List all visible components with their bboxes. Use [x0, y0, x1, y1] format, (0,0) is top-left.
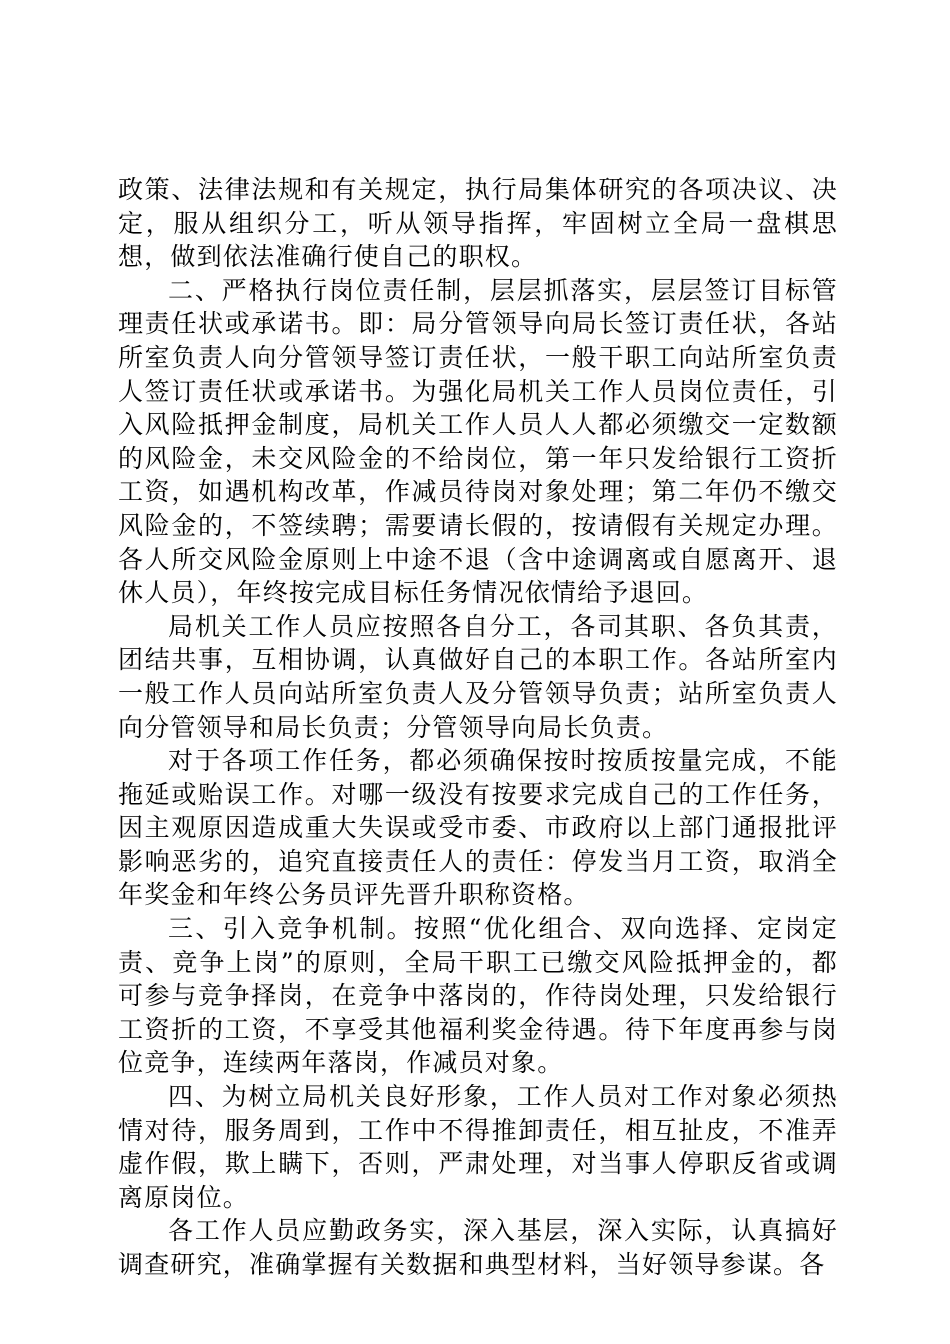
paragraph-7: 各工作人员应勤政务实，深入基层，深入实际，认真搞好调查研究，准确掌握有关数据和典型材料，当好领导参谋。各	[118, 1216, 838, 1279]
paragraph-2: 二、严格执行岗位责任制，层层抓落实，层层签订目标管理责任状或承诺书。即：局分管领导向局长签订责任状，各站所室负责人向分管领导签订责任状，一般干职工向站所室负责人签订责任状或承诺书。为强化局机关工作人员岗位责任，引入风险抵押金制度，局机关工作人员人人都必须缴交一定数额的风险金，未交风险金的不给岗位，第一年只发给银行工资折工资，如遇机构改革，作减员待岗对象处理；第二年仍不缴交风险金的，不签续聘；需要请长假的，按请假有关规定办理。各人所交风险金原则上中途不退（含中途调离或自愿离开、退休人员），年终按完成目标任务情况依情给予退回。	[118, 275, 838, 608]
document-body	[118, 173, 838, 1282]
paragraph-5: 三、引入竞争机制。按照“优化组合、双向选择、定岗定责、竞争上岗”的原则，全局干职工已缴交风险抵押金的，都可参与竞争择岗，在竞争中落岗的，作待岗处理，只发给银行工资折的工资，不享受其他福利奖金待遇。待下年度再参与岗位竞争，连续两年落岗，作减员对象。	[118, 914, 838, 1078]
paragraph-3: 局机关工作人员应按照各自分工，各司其职、各负其责，团结共事，互相协调，认真做好自己的本职工作。各站所室内一般工作人员向站所室负责人及分管领导负责；站所室负责人向分管领导和局长负责；分管领导向局长负责。	[118, 611, 838, 742]
paragraph-1: 政策、法律法规和有关规定，执行局集体研究的各项决议、决定，服从组织分工，听从领导指挥，牢固树立全局一盘棋思想，做到依法准确行使自己的职权。	[118, 175, 838, 272]
paragraph-4: 对于各项工作任务，都必须确保按时按质按量完成，不能拖延或贻误工作。对哪一级没有按要求完成自己的工作任务，因主观原因造成重大失误或受市委、市政府以上部门通报批评影响恶劣的，追究直接责任人的责任：停发当月工资，取消全年奖金和年终公务员评先晋升职称资格。	[118, 746, 838, 910]
paragraph-6: 四、为树立局机关良好形象，工作人员对工作对象必须热情对待，服务周到，工作中不得推卸责任，相互扯皮，不准弄虚作假，欺上瞒下，否则，严肃处理，对当事人停职反省或调离原岗位。	[118, 1082, 838, 1212]
